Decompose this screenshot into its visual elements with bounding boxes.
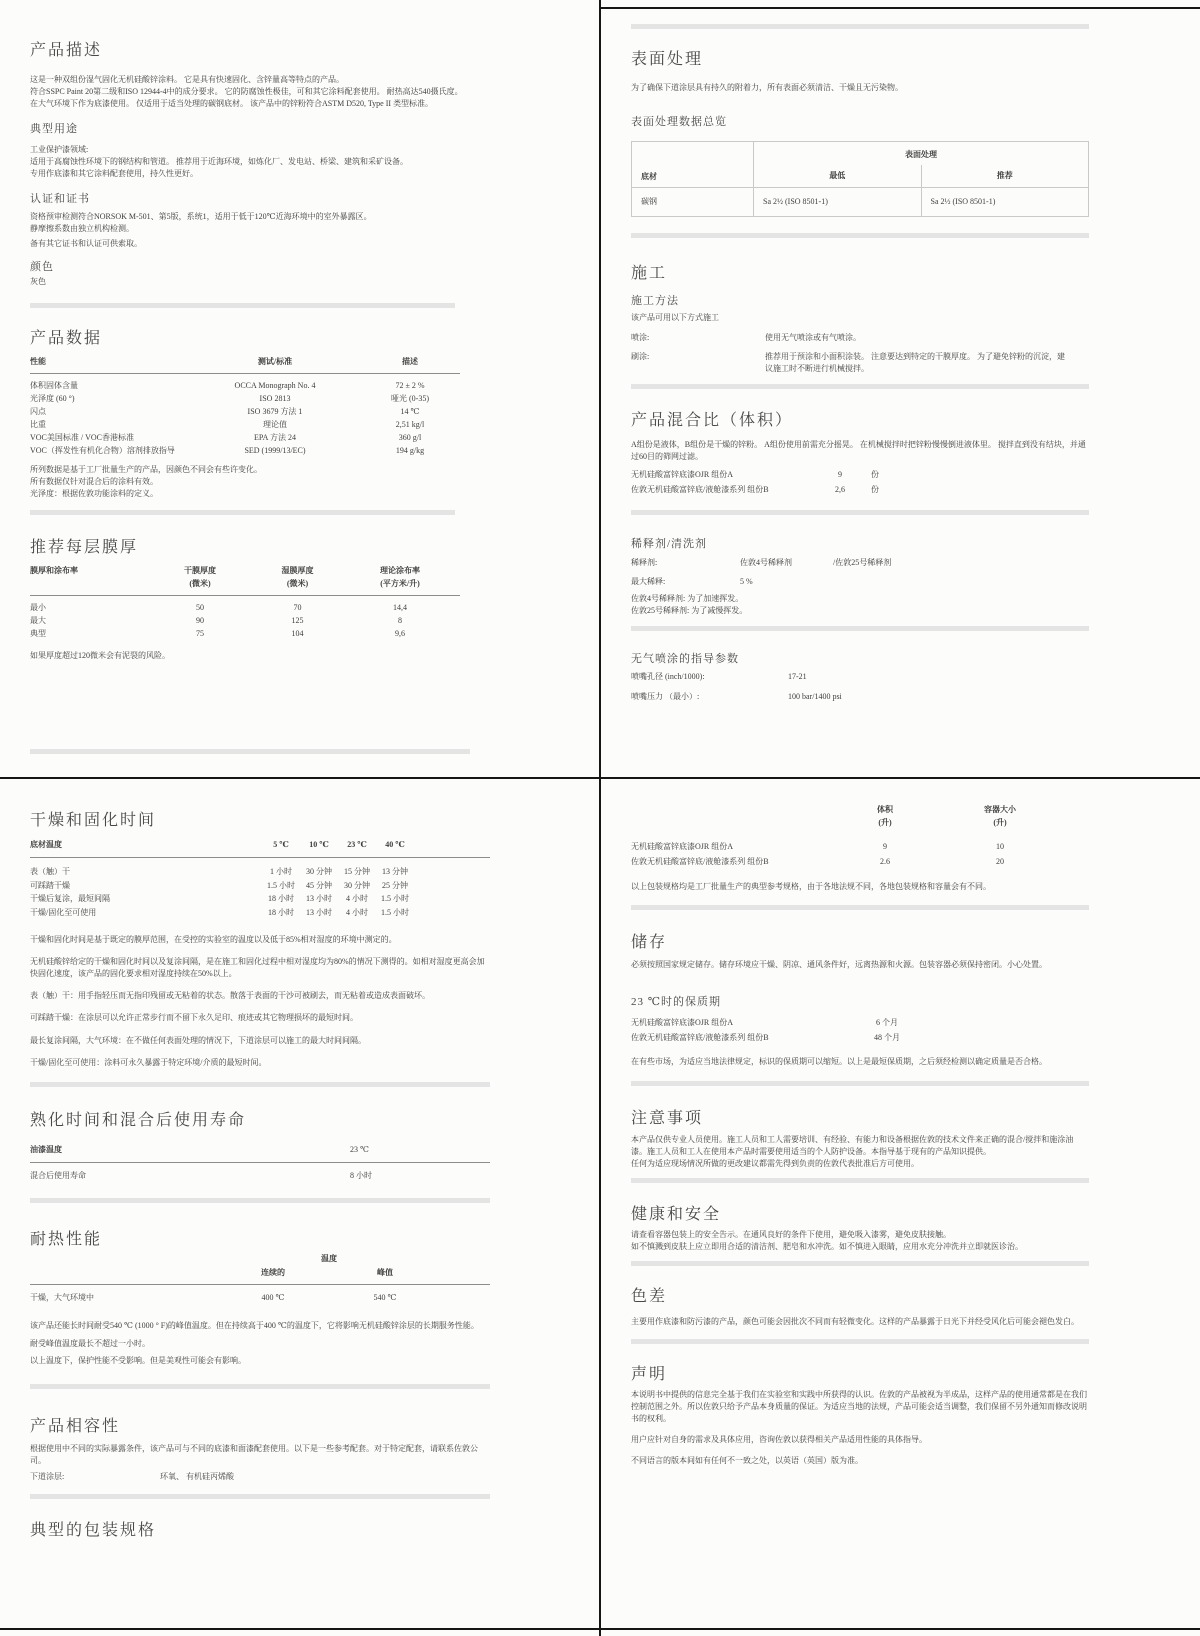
table-cell: 4 小时: [346, 894, 368, 903]
table-row: [30, 406, 460, 419]
header-line: (升): [993, 818, 1007, 827]
section-title-drying-curing: 干燥和固化时间: [30, 812, 157, 829]
table-cell: 13 小时: [306, 907, 332, 917]
table-cell: 1.5 小时: [381, 907, 409, 917]
shelf-life-note: 在有些市场，为适应当地法律规定，标识的保质期可以缩短。以上是最短保质期，之后须经检测以确定质量是否合格。: [631, 1057, 1047, 1066]
table-cell: 碳钢: [632, 188, 754, 217]
film-thickness-note: 如果厚度超过120微米会有泥裂的风险。: [30, 651, 170, 660]
text-line: 工业保护漆领域:: [30, 145, 89, 154]
spacer: [30, 1253, 245, 1265]
table-cell: 540 ℃: [373, 1293, 397, 1302]
spacer: [914, 803, 971, 829]
section-divider: [30, 1082, 490, 1087]
mixing-paragraph: A组份是液体，B组份是干燥的锌粉。 A组份使用前需充分摇晃。 在机械搅拌时把锌粉慢慢倒进液体里。 搅拌直到没有结块，并通过60目的筛网过滤。: [631, 440, 1086, 461]
application-method-row: [631, 332, 1089, 344]
section-title-health-safety: 健康和安全: [631, 1206, 722, 1223]
component-name: 佐敦无机硅酸富锌底/液舱漆系列 组份B: [631, 1033, 769, 1042]
table-row: [631, 841, 1089, 856]
table-cell: 30 分钟: [306, 867, 332, 876]
spacer: [914, 856, 971, 871]
table-header-cell: 最低: [754, 165, 922, 188]
section-title-certificates: 认证和证书: [30, 193, 90, 205]
color-variation-paragraph: 主要用作底漆和防污漆的产品，颜色可能会因批次不同而有轻微变化。这样的产品暴露于日光下并经受风化后可能会褪色发白。: [631, 1317, 1079, 1326]
table-cell: 13 分钟: [382, 867, 408, 876]
section-title-application-methods: 施工方法: [631, 295, 679, 307]
component-unit: 份: [871, 470, 879, 479]
section-divider: [631, 24, 1089, 29]
header-line: (平方米/升): [380, 579, 420, 588]
table-header-cell: 膜厚和涂布率: [30, 566, 78, 575]
mixing-row: [631, 484, 1089, 499]
product-description-paragraph: [30, 74, 470, 110]
section-divider: [631, 233, 1089, 238]
table-cell: 400 ℃: [261, 1293, 285, 1302]
table-cell: Sa 2½ (ISO 8501-1): [921, 188, 1089, 217]
header-line: 理论涂布率: [380, 566, 420, 575]
table-cell: 最小: [30, 603, 46, 612]
table-cell: Sa 2½ (ISO 8501-1): [754, 188, 922, 217]
section-divider: [631, 905, 1089, 910]
storage-paragraph: 必须按照国家规定储存。储存环境应干燥、阴凉、通风条件好，远离热源和火源。包装容器必须保持密闭。小心处置。: [631, 960, 1047, 969]
table-row: [30, 880, 490, 894]
application-method-row: [631, 351, 1089, 375]
page-divider-vertical: [599, 0, 601, 1636]
section-divider: [631, 626, 1089, 631]
packaging-table: [631, 803, 1089, 871]
table-cell: 混合后使用寿命: [30, 1171, 86, 1180]
table-header-cell: 40 ℃: [385, 840, 405, 849]
field-value: 环氧、 有机硅丙烯酸: [160, 1472, 234, 1481]
table-cell: 哑光 (0-35): [391, 394, 429, 403]
table-cell: 90: [196, 616, 204, 625]
table-header-cell: 推荐: [996, 171, 1013, 180]
table-cell: 15 分钟: [344, 867, 370, 876]
table-cell: VOC美国标准 / VOC香港标准: [30, 433, 135, 442]
table-cell: 14 ℃: [400, 407, 420, 416]
section-title-product-description: 产品描述: [30, 42, 103, 59]
shelf-life-row: [631, 1032, 1089, 1047]
table-cell: ISO 3679 方法 1: [247, 407, 303, 416]
text-line: 所有数据仅针对混合后的涂料有效。: [30, 477, 158, 486]
section-title-color-variation: 色差: [631, 1288, 668, 1305]
page-drying-curing: [30, 777, 490, 1636]
table-header-cell: 连续的: [261, 1268, 285, 1277]
table-header-row: [30, 839, 490, 858]
table-cell: 干燥，大气环境中: [30, 1293, 94, 1302]
text-line: 在大气环境下作为底漆使用。 仅适用于适当处理的碳钢底材。 该产品中的锌粉符合ASTM D520, Type II 类型标准。: [30, 99, 434, 108]
field-label: 喷嘴压力 （最小）:: [631, 692, 700, 701]
text-line: 专用作底漆和其它涂料配套使用，持久性更好。: [30, 169, 198, 178]
shelf-life-rows: [631, 1017, 1089, 1047]
drying-note: 干燥和固化时间是基于既定的膜厚范围，在受控的实验室的温度以及低于85%相对湿度的环境中测定的。: [30, 935, 397, 944]
table-cell: 佐敦无机硅酸富锌底/液舱漆系列 组份B: [631, 857, 769, 866]
page-surface-application: [631, 0, 1089, 777]
section-divider: [631, 1081, 1089, 1086]
shelf-life-row: [631, 1017, 1089, 1032]
table-header-row: [30, 564, 460, 596]
drying-note: 可踩踏干燥：在涂层可以允许正常步行而不留下永久足印、痕迹或其它物理损坏的最短时间。: [30, 1013, 358, 1022]
text-line: 资格预审检测符合NORSOK M-501、第5版，系统1，适用于低于120℃近海环境中的室外暴露区。: [30, 212, 372, 221]
table-cell: 70: [293, 603, 302, 612]
section-title-shelf-life: 23 ℃时的保质期: [631, 996, 722, 1008]
table-header-cell: 底材: [632, 142, 754, 188]
compatibility-paragraph: 根据使用中不同的实际暴露条件，该产品可与不同的底漆和面漆配套使用。以下是一些参考配套。对于特定配套，请联系佐敦公司。: [30, 1444, 478, 1465]
table-header-cell: [345, 564, 455, 590]
table-row: [30, 393, 460, 406]
page-storage-notes: [631, 777, 1089, 1636]
table-header-value: 23 ℃: [350, 1145, 369, 1154]
table-cell: 1 小时: [270, 867, 292, 876]
table-cell: 8: [398, 616, 402, 625]
table-body: [30, 866, 490, 920]
method-text: 推荐用于预涂和小面积涂装。 注意要达到特定的干膜厚度。 为了避免锌粉的沉淀，建议施工时不断进行机械搅拌。: [765, 352, 1065, 373]
table-header-cell: 油漆温度: [30, 1145, 62, 1154]
drying-note: 最长复涂间隔，大气环境：在不做任何表面处理的情况下，下道涂层可以施工的最大时间间隔。: [30, 1036, 366, 1045]
heat-resistance-table: [30, 1253, 490, 1304]
text-line: 请查看容器包装上的安全告示。在通风良好的条件下使用，避免吸入漆雾，避免皮肤接触。: [631, 1230, 951, 1239]
surface-treatment-table: [631, 141, 1089, 217]
table-row: [632, 188, 1089, 217]
table-cell: SED (1999/13/EC): [244, 446, 306, 455]
table-cell: 125: [291, 616, 304, 625]
section-title-mixing-ratio: 产品混合比（体积）: [631, 412, 794, 429]
section-divider: [30, 1198, 490, 1203]
spacer: [631, 803, 856, 829]
section-divider: [30, 1384, 490, 1389]
thinner-row: [631, 557, 1089, 569]
table-row: [30, 1292, 490, 1304]
table-header-cell: 5 ℃: [273, 840, 289, 849]
text-line: 符合SSPC Paint 20第二级和ISO 12944-4中的成分要求。 它的防腐蚀性极佳，可和其它涂料配套使用。 耐热高达540摄氏度。: [30, 87, 463, 96]
text-line: 佐敦4号稀释剂: 为了加速挥发。: [631, 594, 744, 603]
component-name: 无机硅酸富锌底漆OJR 组份A: [631, 470, 734, 479]
product-data-table: [30, 356, 460, 458]
table-group-header: 表面处理: [905, 150, 937, 159]
text-line: 佐敦25号稀释剂: 为了减慢挥发。: [631, 606, 748, 615]
table-cell: VOC（挥发性有机化合物）溶剂排放指导: [30, 446, 175, 455]
text-line: 这是一种双组份湿气固化无机硅酸锌涂料。 它是具有快速固化、含锌量高等特点的产品。: [30, 75, 344, 84]
section-title-disclaimer: 声明: [631, 1366, 668, 1383]
airless-row: [631, 691, 1089, 703]
table-header-cell: [856, 803, 914, 829]
method-label: 喷涂:: [631, 333, 650, 342]
section-title-packaging: 典型的包装规格: [30, 1522, 157, 1539]
section-divider: [30, 303, 455, 308]
field-value: 佐敦4号稀释剂: [740, 558, 792, 567]
component-quantity: 2,6: [835, 485, 845, 494]
table-row: [30, 380, 460, 393]
pot-life-table: [30, 1144, 490, 1182]
table-header-row: [30, 1144, 490, 1163]
disclaimer-paragraph: 本说明书中提供的信息完全基于我们在实验室和实践中所获得的认识。佐敦的产品被视为半成品，这样产品的使用通常都是在我们控制范围之外。所以佐敦只给予产品本身质量的保证。为适应当地的法规，产品可能会适当调整，我们保留不另外通知而修改说明书的权利。: [631, 1390, 1087, 1423]
section-title-surface-summary: 表面处理数据总览: [631, 116, 727, 128]
table-cell: 表（触）干: [30, 867, 70, 876]
table-cell: 18 小时: [268, 894, 294, 903]
table-cell: 360 g/l: [398, 433, 422, 442]
section-title-film-thickness: 推荐每层膜厚: [30, 539, 139, 556]
text-line: 静摩擦系数由独立机构检测。: [30, 224, 134, 233]
table-header-row: [30, 356, 460, 374]
table-group-row: [30, 1253, 490, 1265]
field-value: 100 bar/1400 psi: [788, 692, 842, 701]
section-divider: [631, 510, 1089, 515]
section-divider: [30, 510, 455, 515]
table-body: [30, 602, 460, 641]
table-cell: 18 小时: [268, 907, 294, 917]
text-line: 任何为适应现场情况所做的更改建议都需先得到负责的佐敦代表批准后方可使用。: [631, 1159, 919, 1168]
table-cell: ISO 2813: [259, 394, 291, 403]
header-line: 湿膜厚度: [281, 566, 314, 575]
shelf-life-value: 48 个月: [874, 1033, 900, 1042]
table-cell: 9: [883, 842, 887, 851]
text-line: 本产品仅供专业人员使用。施工人员和工人需要培训、有经验、有能力和设备根据佐敦的技术文件来正确的混合/搅拌和施涂油漆。施工人员和工人在使用本产品时需要使用适当的个人防护设备。本指导基于现有的产品知识提供。: [631, 1135, 1074, 1156]
color-value: 灰色: [30, 277, 46, 286]
table-cell: 8 小时: [350, 1171, 372, 1180]
table-cell: 50: [196, 603, 204, 612]
table-group-header: 温度: [321, 1254, 337, 1263]
table-header-cell: 性能: [30, 357, 46, 366]
drying-note: 干燥/固化至可使用：涂料可永久暴露于特定环境/介质的最短时间。: [30, 1058, 267, 1067]
airless-row: [631, 671, 1089, 683]
field-value-alt: /佐敦25号稀释剂: [833, 558, 892, 567]
table-cell: 104: [291, 629, 304, 638]
section-title-storage: 储存: [631, 934, 668, 951]
table-cell: 光泽度 (60 °): [30, 394, 75, 403]
table-cell: 干燥/固化至可使用: [30, 907, 97, 917]
header-line: (微米): [286, 579, 309, 588]
table-cell: 194 g/kg: [395, 446, 425, 455]
table-row: [632, 142, 1089, 166]
field-label: 喷嘴孔径 (inch/1000):: [631, 672, 705, 681]
section-title-compatibility: 产品相容性: [30, 1418, 121, 1435]
page-product-info: [30, 0, 470, 777]
table-row: [30, 628, 460, 641]
section-title-surface-treatment: 表面处理: [631, 51, 704, 68]
field-label: 最大稀释:: [631, 577, 666, 586]
certificates-extra: 备有其它证书和认证可供索取。: [30, 239, 142, 248]
surface-treatment-paragraph: 为了确保下道涂层具有持久的附着力，所有表面必须清洁、干燥且无污染物。: [631, 83, 903, 92]
table-header-row: [631, 803, 1089, 829]
section-title-pot-life: 熟化时间和混合后使用寿命: [30, 1112, 247, 1129]
section-divider: [631, 384, 1089, 389]
table-header-cell: 描述: [402, 357, 418, 366]
spacer: [30, 1267, 245, 1279]
section-title-heat-resistance: 耐热性能: [30, 1231, 103, 1248]
table-cell: EPA 方法 24: [254, 433, 296, 442]
section-title-application: 施工: [631, 265, 668, 282]
table-row: [30, 602, 460, 615]
drying-table: [30, 839, 490, 920]
application-intro: 该产品可用以下方式施工: [631, 313, 719, 322]
drying-note: 无机硅酸锌给定的干燥和固化时间以及复涂间隔，是在施工和固化过程中相对湿度均为80%的情况下测得的。如相对湿度更高会加快固化速度，该产品的固化要求相对湿度持续在50%以上。: [30, 957, 485, 978]
spacer: [301, 1292, 357, 1304]
section-divider: [30, 1494, 490, 1499]
section-title-thinner: 稀释剂/清洗剂: [631, 538, 708, 550]
mixing-row: [631, 469, 1089, 484]
table-cell: 最大: [30, 616, 46, 625]
component-quantity: 9: [838, 470, 842, 479]
table-row: [30, 445, 460, 458]
table-row: [30, 866, 490, 880]
section-title-typical-use: 典型用途: [30, 123, 78, 135]
section-divider: [631, 1339, 1089, 1344]
drying-note: 表（触）干：用手指轻压而无指印残留或无粘着的状态。散落于表面的干沙可被刷去，而无粘着或造成表面破坏。: [30, 991, 430, 1000]
disclaimer-paragraph: 不同语言的版本间如有任何不一致之处，以英语（英国）版为准。: [631, 1456, 863, 1465]
table-body: [631, 841, 1089, 871]
certificates-paragraph: [30, 211, 470, 235]
table-cell: 体积固体含量: [30, 381, 78, 390]
header-line: 容器大小: [984, 805, 1016, 814]
table-cell: 可踩踏干燥: [30, 880, 70, 890]
method-text: 使用无气喷涂或有气喷涂。: [765, 333, 861, 342]
header-line: (微米): [189, 579, 211, 588]
table-header-row: [30, 1267, 490, 1285]
typical-use-paragraph: [30, 144, 470, 180]
thinner-row: [631, 576, 1089, 588]
compatibility-row: [30, 1471, 490, 1483]
table-cell: 1.5 小时: [381, 894, 409, 903]
field-value: 5 %: [740, 577, 753, 586]
table-cell: 比重: [30, 420, 46, 429]
table-header-cell: 测试/标准: [257, 357, 293, 366]
heat-note: 以上温度下，保护性能不受影响。但是美观性可能会有影响。: [30, 1356, 246, 1365]
table-cell: 无机硅酸富锌底漆OJR 组份A: [631, 842, 734, 851]
table-cell: 理论值: [263, 420, 287, 429]
table-row: [30, 1170, 490, 1182]
header-line: 体积: [877, 805, 893, 814]
section-title-product-data: 产品数据: [30, 330, 103, 347]
table-cell: 10: [996, 842, 1004, 851]
table-cell: 2,51 kg/l: [395, 420, 425, 429]
table-row: [30, 893, 490, 907]
table-cell: 13 小时: [306, 894, 332, 903]
table-cell: 9,6: [395, 629, 405, 638]
table-cell: 72 ± 2 %: [395, 381, 425, 390]
table-cell: OCCA Monograph No. 4: [234, 381, 316, 390]
section-divider: [30, 749, 470, 754]
table-cell: 闪点: [30, 407, 46, 416]
table-cell: 20: [996, 857, 1004, 866]
thinner-notes: [631, 593, 1089, 617]
shelf-life-value: 6 个月: [876, 1018, 898, 1027]
table-cell: 25 分钟: [382, 880, 408, 890]
header-line: (升): [878, 818, 892, 827]
table-header-cell: 峰值: [377, 1268, 393, 1277]
heat-note: 耐受峰值温度最长不超过一小时。: [30, 1339, 150, 1348]
text-line: 所列数据是基于工厂批量生产的产品，因颜色不同会有些许变化。: [30, 465, 262, 474]
disclaimer-paragraph: 用户应针对自身的需求及具体应用，咨询佐敦以获得相关产品适用性能的具体指导。: [631, 1435, 927, 1444]
table-cell: 2.6: [880, 857, 890, 866]
table-cell: 30 分钟: [344, 880, 370, 890]
section-title-airless-spray: 无气喷涂的指导参数: [631, 653, 739, 665]
section-divider: [631, 1178, 1089, 1183]
field-label: 下道涂层:: [30, 1472, 65, 1481]
table-header-cell: 23 ℃: [347, 840, 367, 849]
caution-paragraphs: [631, 1134, 1089, 1170]
component-name: 无机硅酸富锌底漆OJR 组份A: [631, 1018, 734, 1027]
component-name: 佐敦无机硅酸富锌底/液舱漆系列 组份B: [631, 485, 769, 494]
field-label: 稀释剂:: [631, 558, 658, 567]
table-row: [30, 432, 460, 445]
table-cell: 4 小时: [346, 907, 368, 917]
table-cell: 45 分钟: [306, 880, 332, 890]
section-title-color: 颜色: [30, 261, 54, 273]
table-cell: 75: [196, 629, 204, 638]
mixing-rows: [631, 469, 1089, 499]
text-line: 适用于高腐蚀性环境下的钢结构和管道。 推荐用于近海环境，如炼化厂、发电站、桥梁、建筑和采矿设备。: [30, 157, 408, 166]
section-title-caution: 注意事项: [631, 1110, 704, 1127]
table-row: [30, 419, 460, 432]
table-cell: 典型: [30, 629, 46, 638]
packaging-note: 以上包装规格均是工厂批量生产的典型参考规格，由于各地法规不同，各地包装规格和容量会有不同。: [631, 882, 991, 891]
header-line: 干膜厚度: [184, 566, 216, 575]
text-line: 如不慎溅到皮肤上应立即用合适的清洁剂、肥皂和水冲洗。如不慎进入眼睛，应用水充分冲洗并立即就医诊治。: [631, 1242, 1023, 1251]
table-header-cell: [250, 564, 345, 590]
section-divider: [631, 1261, 1089, 1266]
text-line: 光泽度：根据佐敦功能涂料的定义。: [30, 489, 158, 498]
product-data-notes: [30, 464, 470, 500]
spacer: [914, 841, 971, 856]
table-body: [30, 380, 460, 458]
component-unit: 份: [871, 485, 879, 494]
table-header-cell: [150, 564, 250, 590]
field-value: 17-21: [788, 672, 807, 681]
table-row: [631, 856, 1089, 871]
table-header-cell: 10 ℃: [309, 840, 329, 849]
film-thickness-table: [30, 564, 460, 641]
method-label: 刷涂:: [631, 352, 650, 361]
table-cell: 14,4: [393, 603, 407, 612]
table-cell: 干燥后复涂，最短间隔: [30, 894, 110, 903]
health-safety-paragraphs: [631, 1229, 1089, 1253]
table-cell: 1.5 小时: [267, 880, 295, 890]
spacer: [301, 1267, 357, 1279]
table-header-cell: [971, 803, 1029, 829]
table-header-cell: 底材温度: [30, 840, 62, 849]
table-row: [30, 615, 460, 628]
heat-note: 该产品还能长时间耐受540 ℃ (1000 ° F)的峰值温度。但在持续高于400 ℃的温度下，它将影响无机硅酸锌涂层的长期服务性能。: [30, 1321, 479, 1330]
table-row: [30, 907, 490, 921]
